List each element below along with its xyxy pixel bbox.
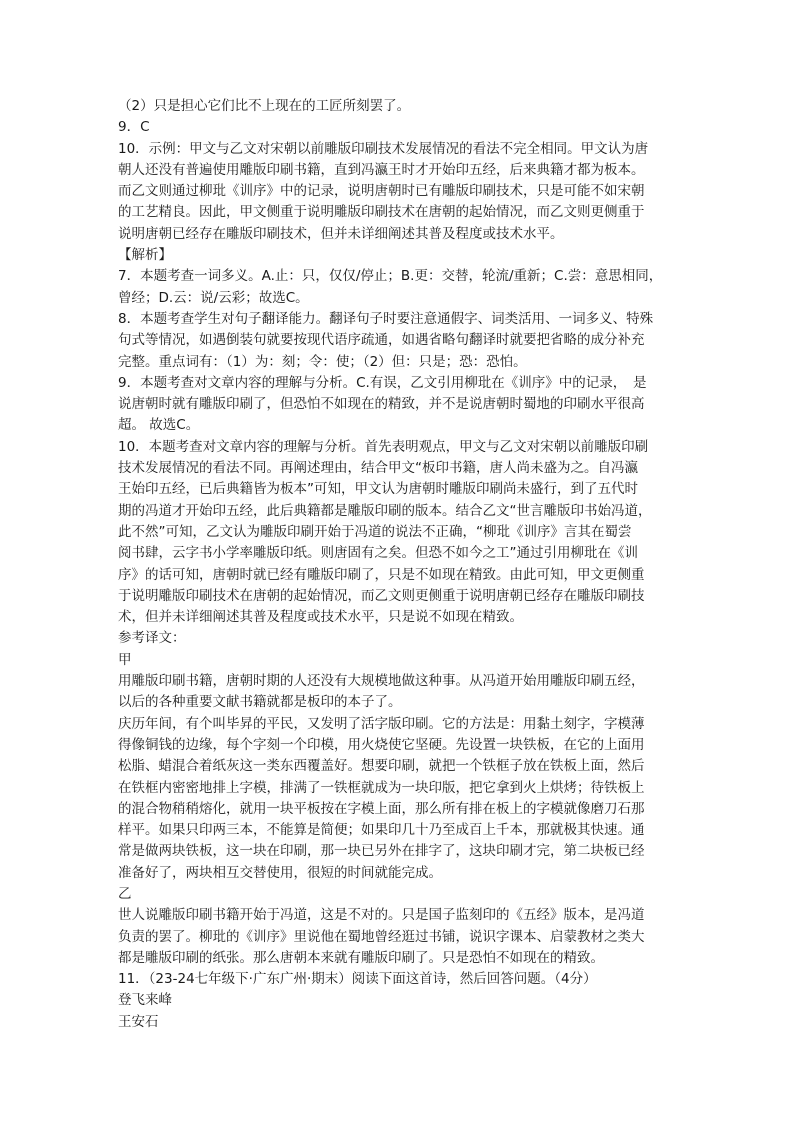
translation-line: 常是做两块铁板，这一块在印刷，那一块已另外在排字了，这块印刷才完，第二块板已经 [118, 843, 645, 860]
analysis-line: 于说明雕版印刷技术在唐朝的起始情况，而乙文则更侧重于说明唐朝已经存在雕版印刷技 [118, 587, 645, 604]
translation-line: 都是雕版印刷的纸张。那么唐朝本来就有雕版印刷了。只是恐怕不如现在的精致。 [118, 949, 604, 966]
answer-line: 的工艺精良。因此，甲文侧重于说明雕版印刷技术在唐朝的起始情况，而乙文则更侧重于 [118, 204, 645, 221]
analysis-line: 序》的话可知，唐朝时就已经有雕版印刷了，只是不如现在精致。由此可知，甲文更侧重 [118, 566, 645, 583]
analysis-line: 王始印五经，已后典籍皆为板本”可知，甲文认为唐朝时雕版印刷尚未盛行，到了五代时 [118, 481, 638, 498]
subheading-jia: 甲 [118, 651, 132, 668]
translation-line: 样平。如果只印两三本，不能算是简便；如果印几十乃至成百上千本，那就极其快速。通 [118, 822, 645, 839]
analysis-line: 曾经；D.云：说/云彩；故选C。 [118, 289, 309, 306]
answer-line: 9．C [118, 119, 150, 136]
answer-line: 说明唐朝已经存在雕版印刷技术，但并未详细阐述其普及程度或技术水平。 [118, 225, 564, 242]
translation-line: 在铁框内密密地排上字模，排满了一铁框就成为一块印版，把它拿到火上烘烤；待铁板上 [118, 779, 645, 796]
section-heading-translation: 参考译文： [118, 630, 186, 647]
analysis-line: 句式等情况，如遇倒装句就要按现代语序疏通，如遇省略句翻译时就要把省略的成分补充 [118, 332, 645, 349]
analysis-line: 完整。重点词有：（1）为：刻；令：使；（2）但：只是；恐：恐怕。 [118, 353, 527, 370]
subheading-yi: 乙 [118, 885, 132, 902]
analysis-line: 技术发展情况的看法不同。再阐述理由，结合甲文“板印书籍，唐人尚未盛为之。自冯瀛 [118, 460, 638, 477]
answer-line: （2）只是担心它们比不上现在的工匠所刻罢了。 [118, 98, 411, 114]
analysis-line: 此不然”可知，乙文认为雕版印刷开始于冯道的说法不正确，“柳玭《训序》言其在蜀尝 [118, 523, 632, 540]
analysis-line: 阅书肆，云字书小学率雕版印纸。则唐固有之矣。但恐不如今之工”通过引用柳玭在《训 [118, 545, 638, 562]
analysis-line: 9．本题考查对文章内容的理解与分析。C.有误，乙文引用柳玭在《训序》中的记录， 是 [118, 374, 647, 391]
analysis-line: 8．本题考查学生对句子翻译能力。翻译句子时要注意通假字、词类活用、一词多义、特殊 [118, 310, 654, 327]
poem-title: 登飞来峰 [118, 992, 172, 1009]
question-11-prompt: 11．（23-24七年级下·广东广州·期末）阅读下面这首诗，然后回答问题。（4分） [118, 971, 597, 988]
poem-author: 王安石 [118, 1013, 159, 1030]
answer-line: 而乙文则通过柳玭《训序》中的记录，说明唐朝时已有雕版印刷技术，只是可能不如宋朝 [118, 183, 645, 200]
translation-line: 以后的各种重要文献书籍就都是板印的本子了。 [118, 694, 402, 711]
translation-line: 松脂、蜡混合着纸灰这一类东西覆盖好。想要印刷，就把一个铁框子放在铁板上面，然后 [118, 758, 645, 775]
translation-line: 准备好了，两块相互交替使用，很短的时间就能完成。 [118, 864, 442, 881]
analysis-line: 说唐朝时就有雕版印刷了，但恐怕不如现在的精致，并不是说唐朝时蜀地的印刷水平很高 [118, 396, 645, 413]
document-body [118, 96, 678, 1033]
answer-line: 朝人还没有普遍使用雕版印刷书籍，直到冯瀛王时才开始印五经，后来典籍才都为板本。 [118, 161, 645, 178]
translation-line: 庆历年间，有个叫毕昇的平民，又发明了活字版印刷。它的方法是：用黏土刻字，字模薄 [118, 715, 645, 732]
translation-line: 用雕版印刷书籍，唐朝时期的人还没有大规模地做这种事。从冯道开始用雕版印刷五经， [118, 673, 645, 690]
translation-line: 世人说雕版印刷书籍开始于冯道，这是不对的。只是国子监刻印的《五经》版本，是冯道 [118, 907, 645, 924]
analysis-line: 10．本题考查对文章内容的理解与分析。首先表明观点，甲文与乙文对宋朝以前雕版印刷 [118, 438, 649, 455]
translation-line: 得像铜钱的边缘，每个字刻一个印模，用火烧使它坚硬。先设置一块铁板，在它的上面用 [118, 736, 645, 753]
analysis-line: 期的冯道才开始印五经，此后典籍都是雕版印刷的版本。结合乙文“世言雕版印书始冯道， [118, 502, 652, 519]
translation-line: 负责的罢了。柳玭的《训序》里说他在蜀地曾经逛过书铺，说识字课本、启蒙教材之类大 [118, 928, 645, 945]
analysis-line: 术，但并未详细阐述其普及程度或技术水平，只是说不如现在精致。 [118, 609, 523, 626]
translation-line: 的混合物稍稍熔化，就用一块平板按在字模上面，那么所有排在板上的字模就像磨刀石那 [118, 800, 645, 817]
analysis-line: 超。 故选C。 [118, 417, 200, 434]
section-heading-analysis: 【解析】 [118, 247, 172, 264]
answer-line: 10．示例：甲文与乙文对宋朝以前雕版印刷技术发展情况的看法不完全相同。甲文认为唐 [118, 140, 649, 157]
analysis-line: 7．本题考查一词多义。A.止：只，仅仅/停止；B.更：交替，轮流/重新；C.尝：意思相同， [118, 268, 663, 285]
